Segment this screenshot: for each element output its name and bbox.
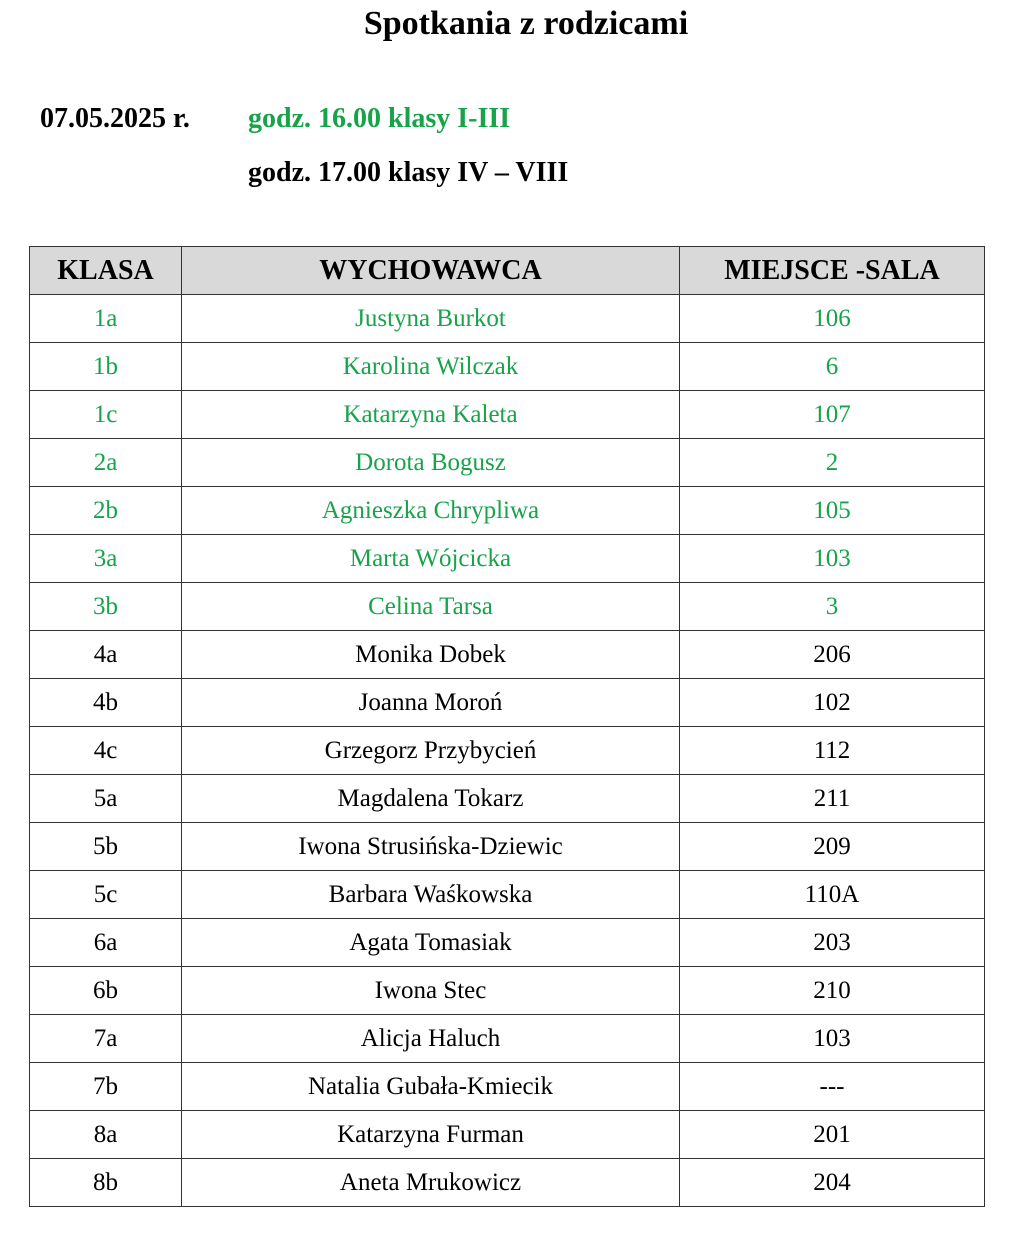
cell-klasa: 8a — [30, 1111, 182, 1159]
cell-klasa: 6a — [30, 919, 182, 967]
table-row — [30, 1111, 985, 1159]
cell-klasa: 4a — [30, 631, 182, 679]
cell-wychowawca: Natalia Gubała-Kmiecik — [182, 1063, 680, 1111]
table-row — [30, 823, 985, 871]
table-row — [30, 967, 985, 1015]
cell-sala: 211 — [680, 775, 985, 823]
meeting-date: 07.05.2025 r. — [40, 103, 190, 134]
cell-sala: 103 — [680, 535, 985, 583]
cell-klasa: 8b — [30, 1159, 182, 1207]
table-row — [30, 775, 985, 823]
table-row — [30, 1159, 985, 1207]
header-klasa: KLASA — [30, 247, 182, 295]
table-row — [30, 679, 985, 727]
cell-klasa: 4b — [30, 679, 182, 727]
cell-klasa: 5b — [30, 823, 182, 871]
cell-sala: 102 — [680, 679, 985, 727]
cell-klasa: 5c — [30, 871, 182, 919]
cell-sala: 103 — [680, 1015, 985, 1063]
table-row — [30, 727, 985, 775]
cell-klasa: 2a — [30, 439, 182, 487]
cell-klasa: 7a — [30, 1015, 182, 1063]
table-row — [30, 583, 985, 631]
page-title: Spotkania z rodzicami — [363, 5, 689, 42]
cell-klasa: 4c — [30, 727, 182, 775]
header-sala: MIEJSCE -SALA — [680, 247, 985, 295]
cell-klasa: 6b — [30, 967, 182, 1015]
cell-wychowawca: Karolina Wilczak — [182, 343, 680, 391]
table-row — [30, 487, 985, 535]
cell-sala: 107 — [680, 391, 985, 439]
cell-sala: --- — [680, 1063, 985, 1111]
cell-klasa: 3b — [30, 583, 182, 631]
cell-wychowawca: Justyna Burkot — [182, 295, 680, 343]
table-row — [30, 535, 985, 583]
cell-sala: 201 — [680, 1111, 985, 1159]
cell-wychowawca: Dorota Bogusz — [182, 439, 680, 487]
cell-sala: 209 — [680, 823, 985, 871]
cell-klasa: 7b — [30, 1063, 182, 1111]
cell-sala: 3 — [680, 583, 985, 631]
session-time-2: godz. 17.00 klasy IV – VIII — [248, 157, 569, 188]
table-row — [30, 391, 985, 439]
session-time-1: godz. 16.00 klasy I-III — [248, 103, 511, 134]
cell-wychowawca: Monika Dobek — [182, 631, 680, 679]
schedule-table — [29, 246, 985, 1207]
table-row — [30, 871, 985, 919]
header-wychowawca: WYCHOWAWCA — [182, 247, 680, 295]
table-row — [30, 1015, 985, 1063]
cell-sala: 6 — [680, 343, 985, 391]
cell-wychowawca: Celina Tarsa — [182, 583, 680, 631]
cell-sala: 2 — [680, 439, 985, 487]
cell-klasa: 1b — [30, 343, 182, 391]
cell-sala: 206 — [680, 631, 985, 679]
cell-sala: 105 — [680, 487, 985, 535]
cell-wychowawca: Agnieszka Chrypliwa — [182, 487, 680, 535]
cell-wychowawca: Marta Wójcicka — [182, 535, 680, 583]
cell-wychowawca: Joanna Moroń — [182, 679, 680, 727]
cell-wychowawca: Aneta Mrukowicz — [182, 1159, 680, 1207]
table-row — [30, 343, 985, 391]
cell-sala: 210 — [680, 967, 985, 1015]
cell-wychowawca: Katarzyna Kaleta — [182, 391, 680, 439]
table-row — [30, 295, 985, 343]
table-header-row — [30, 247, 985, 295]
cell-sala: 203 — [680, 919, 985, 967]
cell-klasa: 2b — [30, 487, 182, 535]
cell-wychowawca: Magdalena Tokarz — [182, 775, 680, 823]
table-row — [30, 439, 985, 487]
cell-sala: 110A — [680, 871, 985, 919]
cell-klasa: 1c — [30, 391, 182, 439]
cell-klasa: 1a — [30, 295, 182, 343]
cell-sala: 106 — [680, 295, 985, 343]
cell-wychowawca: Katarzyna Furman — [182, 1111, 680, 1159]
table-row — [30, 1063, 985, 1111]
cell-wychowawca: Barbara Waśkowska — [182, 871, 680, 919]
cell-klasa: 3a — [30, 535, 182, 583]
cell-wychowawca: Agata Tomasiak — [182, 919, 680, 967]
cell-sala: 204 — [680, 1159, 985, 1207]
cell-klasa: 5a — [30, 775, 182, 823]
cell-wychowawca: Alicja Haluch — [182, 1015, 680, 1063]
cell-wychowawca: Iwona Strusińska-Dziewic — [182, 823, 680, 871]
cell-wychowawca: Grzegorz Przybycień — [182, 727, 680, 775]
table-row — [30, 631, 985, 679]
table-row — [30, 919, 985, 967]
cell-wychowawca: Iwona Stec — [182, 967, 680, 1015]
cell-sala: 112 — [680, 727, 985, 775]
